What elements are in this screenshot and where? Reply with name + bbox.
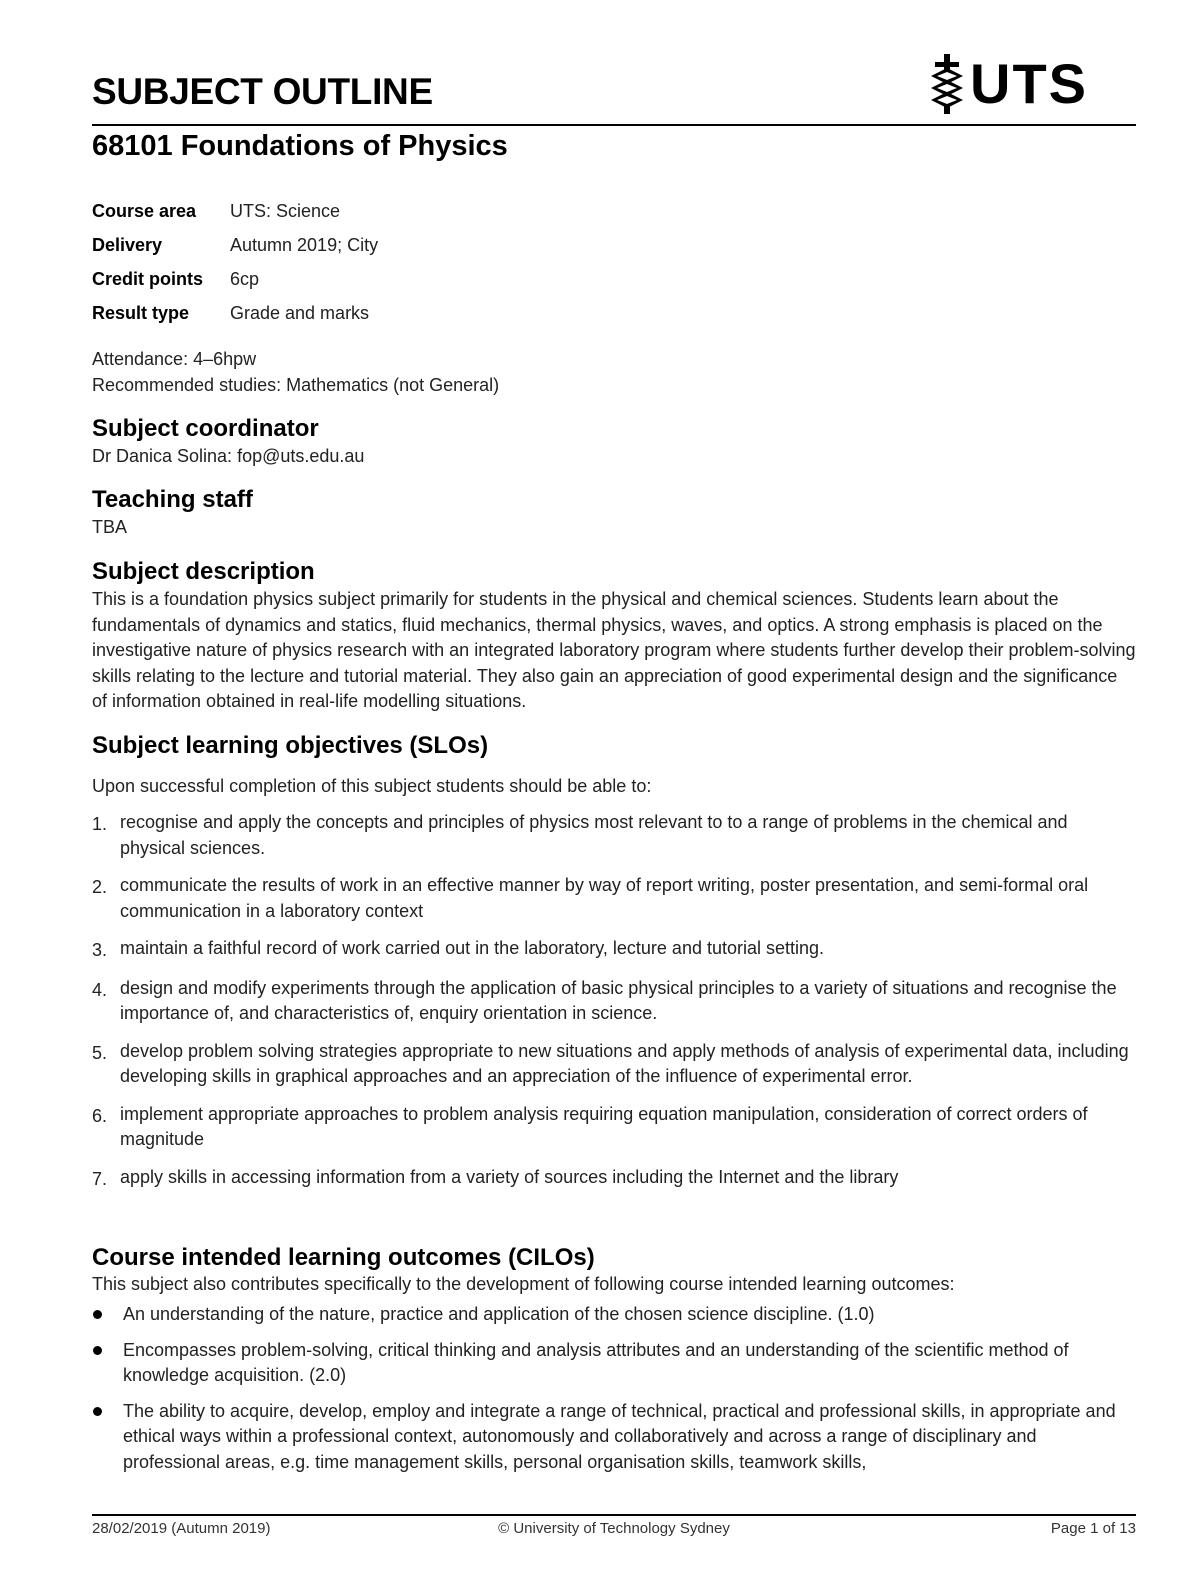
meta-value: 6cp bbox=[230, 268, 260, 289]
list-number: 1. bbox=[92, 814, 108, 834]
list-item bbox=[92, 1338, 1136, 1389]
list-text: The ability to acquire, develop, employ and integrate a range of technical, practical and professional skills, in appropriate and ethical ways within a professional context, autonomously and collaboratively and across a range of disciplinary and professional areas, e.g. time management skills, personal organisation skills, teamwork skills, bbox=[123, 1400, 1116, 1472]
document-title: SUBJECT OUTLINE bbox=[92, 71, 433, 112]
list-text: communicate the results of work in an effective manner by way of report writing, poster presentation, and semi-formal oral communication in a laboratory context bbox=[120, 875, 1089, 921]
cilos-list bbox=[92, 1302, 1136, 1485]
recommended-studies-text: Recommended studies: Mathematics (not General) bbox=[92, 375, 500, 395]
list-number: 6. bbox=[92, 1105, 108, 1126]
bullet-icon bbox=[92, 1399, 123, 1476]
footer-divider bbox=[92, 1514, 1136, 1516]
subject-meta-table bbox=[92, 194, 378, 330]
logo-text: UTS bbox=[970, 52, 1088, 115]
list-item bbox=[92, 1165, 1136, 1193]
meta-row-credit-points bbox=[92, 262, 378, 296]
meta-label: Result type bbox=[92, 302, 190, 323]
list-number: 3. bbox=[92, 940, 108, 960]
meta-row-delivery bbox=[92, 228, 378, 262]
list-text: maintain a faithful record of work carried out in the laboratory, lecture and tutorial setting. bbox=[120, 938, 825, 958]
meta-label: Course area bbox=[92, 200, 197, 221]
bullet-icon bbox=[92, 1302, 123, 1328]
header-divider bbox=[92, 124, 1136, 126]
subject-title: 68101 Foundations of Physics bbox=[92, 130, 508, 162]
list-text: implement appropriate approaches to problem analysis requiring equation manipulation, consideration of correct orders of magnitude bbox=[120, 1103, 1088, 1149]
slos-heading: Subject learning objectives (SLOs) bbox=[92, 732, 489, 759]
footer-page-number: Page 1 of 13 bbox=[1050, 1520, 1136, 1537]
list-text: recognise and apply the concepts and principles of physics most relevant to to a range of problems in the chemical and physical sciences. bbox=[120, 812, 1068, 858]
list-item bbox=[92, 810, 1136, 861]
uts-crest-icon bbox=[928, 54, 966, 114]
list-item bbox=[92, 1039, 1136, 1090]
meta-value: Autumn 2019; City bbox=[230, 234, 379, 255]
meta-value: UTS: Science bbox=[230, 200, 341, 221]
list-number: 5. bbox=[92, 1042, 108, 1063]
list-item bbox=[92, 1399, 1136, 1476]
subject-coordinator-text: Dr Danica Solina: fop@uts.edu.au bbox=[92, 446, 365, 466]
meta-label: Delivery bbox=[92, 234, 163, 255]
meta-row-course-area bbox=[92, 194, 378, 228]
list-item bbox=[92, 1102, 1136, 1153]
list-item bbox=[92, 976, 1136, 1027]
list-text: An understanding of the nature, practice and application of the chosen science discipline. (1.0) bbox=[123, 1304, 875, 1324]
list-text: apply skills in accessing information from a variety of sources including the Internet and the library bbox=[120, 1166, 899, 1187]
subject-description-text: This is a foundation physics subject primarily for students in the physical and chemical sciences. Students learn about the fundamentals of dynamics and statics, fluid mechanics, thermal physics, waves, and optics. A strong emphasis is placed on the investigative nature of physics research with an integrated laboratory program where students further develop their problem-solving skills relating to the lecture and tutorial material. They also gain an appreciation of good experimental design and the significance of information obtained in real-life modelling situations. bbox=[92, 589, 1136, 711]
list-number: 7. bbox=[92, 1168, 108, 1189]
cilos-heading: Course intended learning outcomes (CILOs) bbox=[92, 1244, 595, 1271]
uts-logo bbox=[928, 52, 1088, 116]
list-text: develop problem solving strategies appropriate to new situations and apply methods of analysis of experimental data, including developing skills in graphical approaches and an appreciation of the influence of experimental error. bbox=[120, 1040, 1129, 1086]
cilos-intro: This subject also contributes specifically to the development of following course intended learning outcomes: bbox=[92, 1274, 955, 1294]
list-item bbox=[92, 1302, 1136, 1328]
footer-copyright: © University of Technology Sydney bbox=[498, 1520, 730, 1537]
bullet-icon bbox=[92, 1338, 123, 1389]
page-footer bbox=[92, 1520, 1136, 1540]
teaching-staff-text: TBA bbox=[92, 517, 128, 537]
list-number: 4. bbox=[92, 979, 108, 1000]
list-text: design and modify experiments through the application of basic physical principles to a variety of situations and recognise the importance of, and characteristics of, enquiry orientation in science. bbox=[120, 977, 1117, 1023]
meta-row-result-type bbox=[92, 296, 378, 330]
list-item bbox=[92, 873, 1136, 924]
footer-date: 28/02/2019 (Autumn 2019) bbox=[92, 1520, 271, 1537]
attendance-text: Attendance: 4–6hpw bbox=[92, 349, 257, 369]
list-text: Encompasses problem-solving, critical thinking and analysis attributes and an understanding of the scientific method of knowledge acquisition. (2.0) bbox=[123, 1339, 1069, 1385]
meta-value: Grade and marks bbox=[230, 302, 370, 323]
document-page bbox=[92, 0, 1136, 1590]
meta-label: Credit points bbox=[92, 268, 203, 289]
list-number: 2. bbox=[92, 877, 108, 897]
slos-list bbox=[92, 810, 1136, 1204]
page-header bbox=[92, 52, 1136, 126]
subject-description-heading: Subject description bbox=[92, 558, 315, 585]
teaching-staff-heading: Teaching staff bbox=[92, 486, 253, 513]
list-item bbox=[92, 936, 1136, 964]
subject-coordinator-heading: Subject coordinator bbox=[92, 415, 319, 442]
slos-intro: Upon successful completion of this subject students should be able to: bbox=[92, 776, 652, 796]
